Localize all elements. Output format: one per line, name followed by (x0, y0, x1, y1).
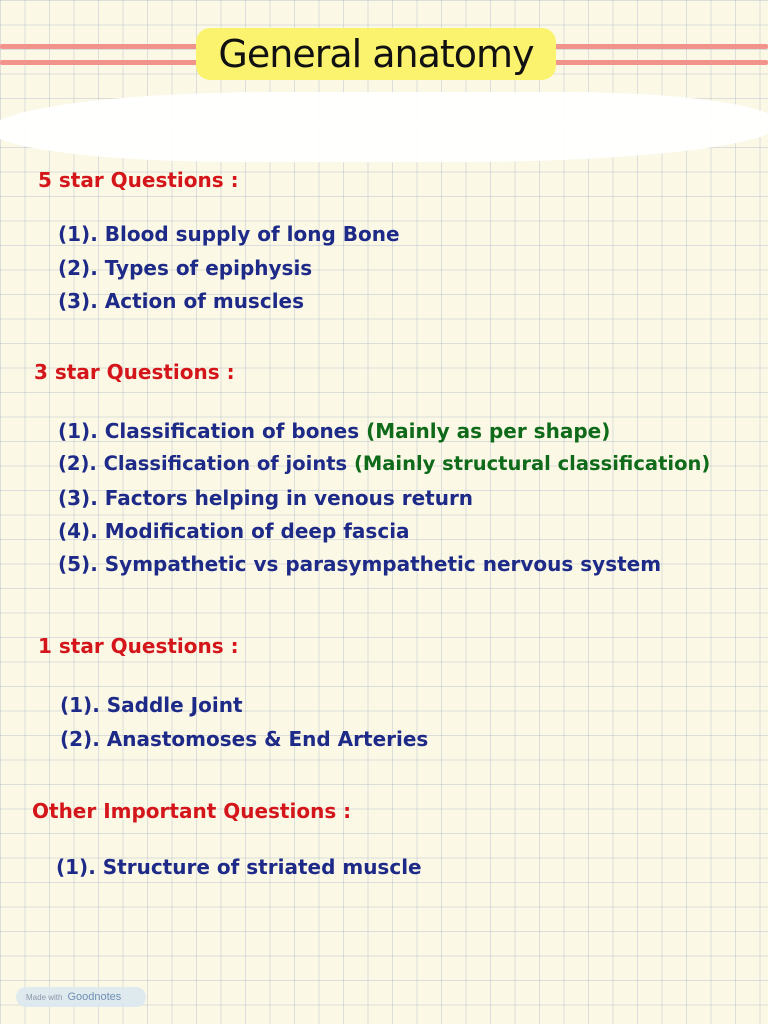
list-item: (1). Structure of striated muscle (56, 855, 422, 879)
list-item-text: (2). Classification of joints (58, 452, 348, 475)
list-item-note: (Mainly as per shape) (366, 419, 611, 443)
title-stripe-right-bottom (552, 60, 768, 65)
list-item: (4). Modification of deep fascia (58, 519, 410, 543)
made-with-goodnotes-badge (16, 987, 146, 1007)
list-item (58, 419, 610, 443)
list-item-text: (1). Classification of bones (58, 419, 360, 443)
title-stripe-left-bottom (0, 60, 200, 65)
eraser-smudge (0, 92, 768, 162)
list-item-note: (Mainly structural classification) (353, 452, 711, 475)
list-item: (2). Anastomoses & End Arteries (60, 727, 429, 751)
title-stripe-left-top (0, 44, 200, 49)
list-item: (1). Blood supply of long Bone (58, 222, 400, 246)
list-item: (2). Types of epiphysis (58, 256, 313, 280)
list-item: (1). Saddle Joint (60, 693, 243, 717)
page-title: General anatomy (218, 32, 534, 76)
list-item: (3). Action of muscles (58, 289, 305, 313)
section-heading-1-star: 1 star Questions : (38, 634, 239, 658)
list-item: (5). Sympathetic vs parasympathetic nervous system (58, 552, 662, 576)
section-heading-other: Other Important Questions : (32, 799, 352, 823)
made-with-label: Made with (26, 992, 63, 1002)
title-stripe-right-top (552, 44, 768, 49)
goodnotes-logo: Goodnotes (67, 991, 122, 1003)
section-heading-5-star: 5 star Questions : (38, 168, 239, 192)
title-highlight (196, 28, 556, 80)
section-heading-3-star: 3 star Questions : (34, 360, 235, 384)
list-item (58, 452, 710, 475)
list-item: (3). Factors helping in venous return (58, 486, 474, 510)
